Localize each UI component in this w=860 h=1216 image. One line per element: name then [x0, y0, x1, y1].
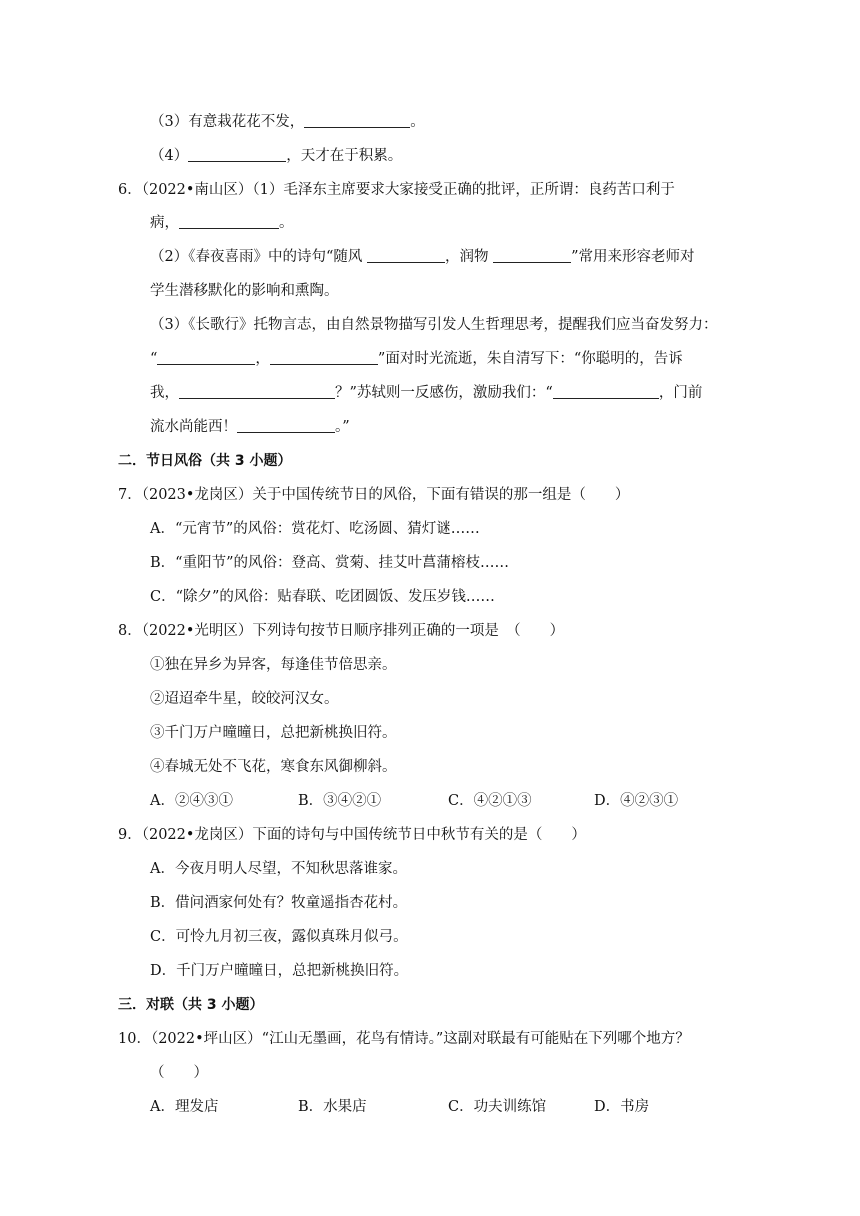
q8-verse-1: ①独在异乡为异客，每逢佳节倍思亲。 — [150, 657, 397, 673]
answer-blank[interactable] — [179, 213, 279, 229]
q10-option-c[interactable]: C．功夫训练馆 — [448, 1099, 547, 1115]
q8-option-d[interactable]: D．④②③① — [594, 793, 679, 809]
q5-item-3: （3）有意栽花花不发， 。 — [150, 114, 425, 130]
q6-part-2-line2: 学生潜移默化的影响和熏陶。 — [150, 283, 339, 299]
q9-option-d[interactable]: D．千门万户曈曈日，总把新桃换旧符。 — [150, 963, 409, 979]
q8-verse-2: ②迢迢牵牛星，皎皎河汉女。 — [150, 691, 339, 707]
q5-item-4: （4） ，天才在于积累。 — [150, 148, 403, 164]
q10-stem: 10．（2022•坪山区）“江山无墨画，花鸟有情诗。”这副对联最有可能贴在下列哪个地方？ — [118, 1031, 690, 1047]
q6-part-3-line2: “ ， ”面对时光流逝，朱自清写下：“你聪明的，告诉 — [150, 351, 683, 367]
q7-option-a[interactable]: A．“元宵节”的风俗：赏花灯、吃汤圆、猜灯谜…… — [150, 521, 480, 537]
q7-option-b[interactable]: B．“重阳节”的风俗：登高、赏菊、挂艾叶菖蒲榕枝…… — [150, 555, 509, 571]
q7-stem: 7．（2023•龙岗区）关于中国传统节日的风俗，下面有错误的那一组是（ ） — [118, 487, 630, 503]
q6-stem: 6．（2022•南山区）（1）毛泽东主席要求大家接受正确的批评，正所谓：良药苦口利于 — [118, 182, 675, 198]
q10-option-a[interactable]: A．理发店 — [150, 1099, 219, 1115]
q6-stem-line2: 病， 。 — [150, 215, 294, 231]
q7-option-c[interactable]: C．“除夕”的风俗：贴春联、吃团圆饭、发压岁钱…… — [150, 589, 495, 605]
answer-blank[interactable] — [553, 383, 659, 399]
q6-part-3-line4: 流水尚能西！ 。” — [150, 419, 350, 435]
q8-option-c[interactable]: C．④②①③ — [448, 793, 532, 809]
q9-option-a[interactable]: A．今夜月明人尽望，不知秋思落谁家。 — [150, 861, 407, 877]
q8-option-b[interactable]: B．③④②① — [298, 793, 382, 809]
q8-stem: 8．（2022•光明区）下列诗句按节日顺序排列正确的一项是 （ ） — [118, 623, 565, 639]
section-heading-couplets: 三．对联（共 3 小题） — [118, 997, 264, 1013]
q8-verse-4: ④春城无处不飞花，寒食东风御柳斜。 — [150, 759, 397, 775]
q9-option-b[interactable]: B．借问酒家何处有？牧童遥指杏花村。 — [150, 895, 408, 911]
q6-part-3: （3）《长歌行》托物言志，由自然景物描写引发人生哲理思考，提醒我们应当奋发努力： — [150, 317, 718, 333]
q10-option-d[interactable]: D．书房 — [594, 1099, 650, 1115]
answer-blank[interactable] — [179, 383, 335, 399]
answer-blank[interactable] — [188, 146, 286, 162]
answer-blank[interactable] — [237, 417, 335, 433]
answer-blank[interactable] — [304, 112, 410, 128]
q9-stem: 9．（2022•龙岗区）下面的诗句与中国传统节日中秋节有关的是（ ） — [118, 827, 586, 843]
q8-verse-3: ③千门万户曈曈日，总把新桃换旧符。 — [150, 725, 397, 741]
answer-blank[interactable] — [367, 247, 445, 263]
q9-option-c[interactable]: C．可怜九月初三夜，露似真珠月似弓。 — [150, 929, 408, 945]
q6-part-2: （2）《春夜喜雨》中的诗句“随风 ，润物 ”常用来形容老师对 — [150, 249, 695, 265]
answer-blank[interactable] — [270, 349, 378, 365]
section-heading-festival-customs: 二．节日风俗（共 3 小题） — [118, 453, 292, 469]
q10-option-b[interactable]: B．水果店 — [298, 1099, 367, 1115]
q6-part-3-line3: 我， ？”苏轼则一反感伤，激励我们：“ ，门前 — [150, 385, 703, 401]
q10-answer-paren: （ ） — [150, 1065, 208, 1081]
answer-blank[interactable] — [493, 247, 571, 263]
q8-option-a[interactable]: A．②④③① — [150, 793, 233, 809]
answer-blank[interactable] — [157, 349, 255, 365]
